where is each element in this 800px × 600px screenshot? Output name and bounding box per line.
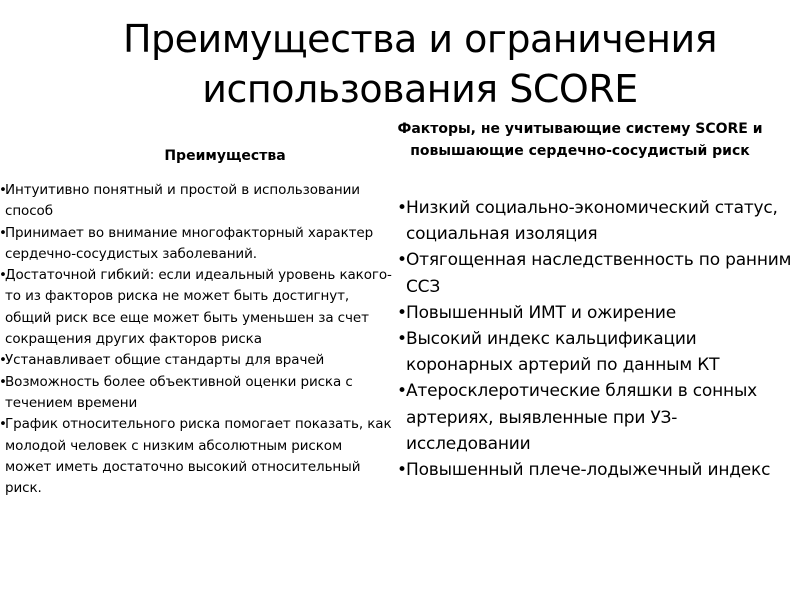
slide-title-line-1: Преимущества и ограничения xyxy=(122,17,718,61)
advantages-heading: Преимущества xyxy=(164,148,286,164)
factor-item: • Повышенный плече-лодыжечный индекс xyxy=(397,457,792,483)
factor-item: • Атеросклеротические бляшки в сонных артериях, выявленные при УЗ-исследовании xyxy=(397,378,792,457)
advantage-item: • Устанавливает общие стандарты для врачей xyxy=(0,350,392,371)
advantage-item: • Принимает во внимание многофакторный характер сердечно-сосудистых заболеваний. xyxy=(0,223,392,266)
factors-list xyxy=(397,195,792,483)
slide-title-line-2: использования SCORE xyxy=(202,67,638,111)
factor-item: • Низкий социально-экономический статус, социальная изоляция xyxy=(397,195,792,247)
advantage-item: • Возможность более объективной оценки риска с течением времени xyxy=(0,372,392,415)
factor-item: • Повышенный ИМТ и ожирение xyxy=(397,300,792,326)
advantage-item: • Интуитивно понятный и простой в использовании способ xyxy=(0,180,392,223)
factor-item: • Отягощенная наследственность по ранним ССЗ xyxy=(397,247,792,299)
advantage-item: • График относительного риска помогает показать, как молодой человек с низким абсолютным риском может иметь достаточно высокий относительный риск. xyxy=(0,414,392,499)
slide-title xyxy=(60,14,780,114)
factor-item: • Высокий индекс кальцификации коронарных артерий по данным КТ xyxy=(397,326,792,378)
advantages-list xyxy=(0,180,392,499)
advantage-item: • Достаточной гибкий: если идеальный уровень какого-то из факторов риска не может быть достигнут, общий риск все еще может быть уменьшен за счет сокращения других факторов риска xyxy=(0,265,392,350)
factors-heading: Факторы, не учитывающие систему SCORE и повышающие сердечно-сосудистый риск xyxy=(397,121,763,159)
